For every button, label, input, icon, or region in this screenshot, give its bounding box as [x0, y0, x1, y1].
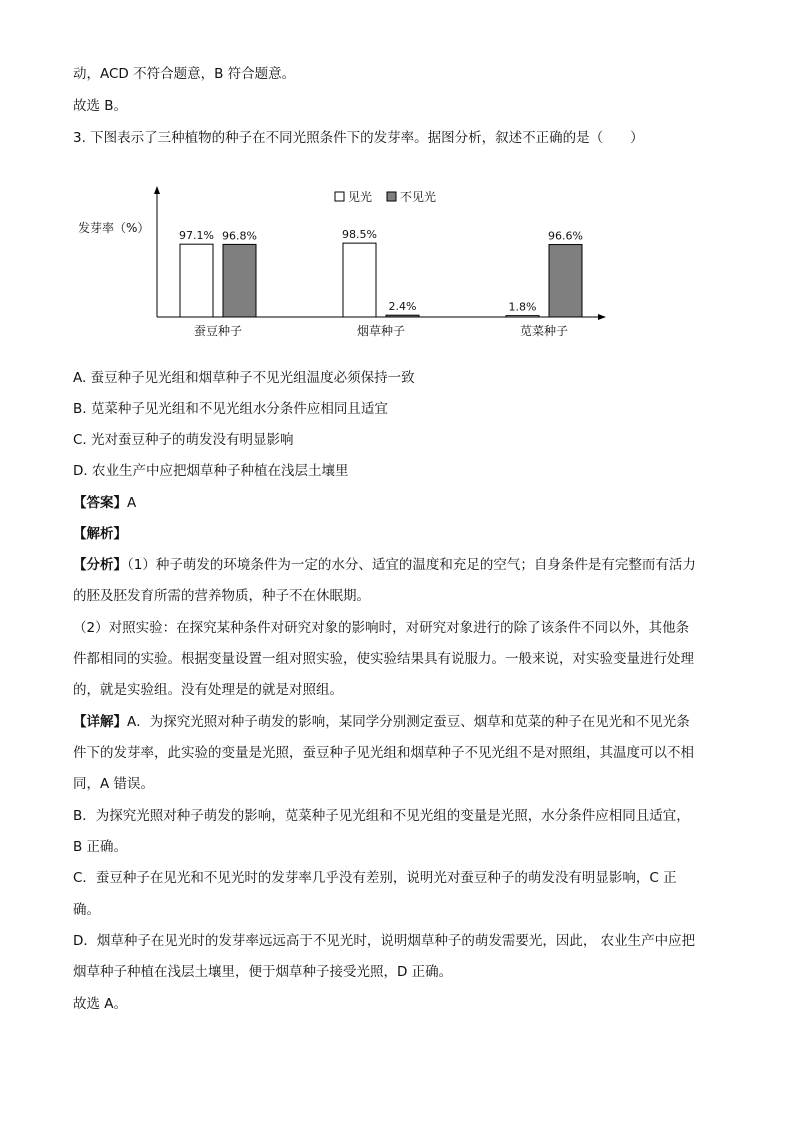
data-label: 96.6% — [548, 229, 583, 243]
text-line: D．烟草种子在见光时的发芽率远远高于不见光时，说明烟草种子的萌发需要光，因此， 农业生产中应把 — [73, 933, 696, 949]
text-line: 件都相同的实验。根据变量设置一组对照实验，使实验结果具有说服力。一般来说，对实验变量进行处理 — [73, 651, 694, 667]
legend-swatch-light — [335, 192, 344, 201]
data-label: 96.8% — [222, 229, 257, 243]
legend-label-dark: 不见光 — [400, 190, 437, 204]
category-label: 蚕豆种子 — [193, 324, 243, 338]
text-line: 的胚及胚发育所需的营养物质，种子不在休眠期。 — [73, 588, 370, 604]
option-c: C. 光对蚕豆种子的萌发没有明显影响 — [73, 432, 294, 448]
fenxi-text: （1）种子萌发的环境条件为一定的水分、适宜的温度和充足的空气；自身条件是有完整而有活力 — [127, 557, 696, 573]
text-line: 故选 A。 — [73, 996, 128, 1012]
fenxi-line — [73, 555, 696, 575]
question-stem: 3. 下图表示了三种植物的种子在不同光照条件下的发芽率。据图分析，叙述不正确的是（ ） — [73, 130, 644, 146]
answer-line — [73, 493, 136, 513]
text-line: （2）对照实验：在探究某种条件对研究对象的影响时，对研究对象进行的除了该条件不同以外，其他条 — [73, 620, 690, 636]
y-axis-label: 发芽率（%） — [78, 221, 150, 235]
data-label: 98.5% — [342, 228, 377, 242]
text-line: 故选 B。 — [73, 98, 128, 114]
bar-dark-0 — [223, 244, 256, 317]
xiangjie-label: 【详解】 — [73, 714, 127, 730]
option-b: B. 苋菜种子见光组和不见光组水分条件应相同且适宜 — [73, 401, 388, 417]
xiangjie-line — [73, 712, 690, 732]
option-d: D. 农业生产中应把烟草种子种植在浅层土壤里 — [73, 463, 349, 479]
category-label: 烟草种子 — [356, 324, 406, 338]
bar-light-1 — [343, 243, 376, 317]
text-line: B 正确。 — [73, 839, 128, 855]
legend-swatch-dark — [387, 192, 396, 201]
data-label: 1.8% — [508, 300, 537, 314]
text-line: 件下的发芽率，此实验的变量是光照，蚕豆种子见光组和烟草种子不见光组不是对照组，其温度可以不相 — [73, 745, 694, 761]
analysis-label: 【解析】 — [73, 526, 127, 542]
data-label: 2.4% — [388, 300, 417, 314]
text-line: 同，A 错误。 — [73, 776, 155, 792]
option-a: A. 蚕豆种子见光组和烟草种子不见光组温度必须保持一致 — [73, 370, 415, 386]
bar-light-0 — [180, 244, 213, 317]
answer-label: 【答案】 — [73, 495, 127, 511]
text-line: B．为探究光照对种子萌发的影响，苋菜种子见光组和不见光组的变量是光照，水分条件应相同且适宜， — [73, 808, 690, 824]
text-line: 确。 — [73, 902, 100, 918]
bar-light-2 — [506, 316, 539, 317]
bar-dark-1 — [386, 315, 419, 317]
text-line: 的，就是实验组。没有处理是的就是对照组。 — [73, 682, 343, 698]
legend-label-light: 见光 — [348, 190, 373, 204]
answer-value: A — [127, 495, 137, 511]
germination-rate-chart — [70, 180, 630, 350]
text-line: C．蚕豆种子在见光和不见光时的发芽率几乎没有差别，说明光对蚕豆种子的萌发没有明显影响，C 正 — [73, 870, 677, 886]
text-line: 烟草种子种植在浅层土壤里，便于烟草种子接受光照，D 正确。 — [73, 964, 453, 980]
text-line: 动，ACD 不符合题意，B 符合题意。 — [73, 66, 296, 82]
y-axis-arrow — [154, 186, 160, 194]
xiangjie-text: A．为探究光照对种子萌发的影响，某同学分别测定蚕豆、烟草和苋菜的种子在见光和不见光条 — [127, 714, 690, 730]
category-label: 苋菜种子 — [519, 324, 569, 338]
data-label: 97.1% — [179, 229, 214, 243]
bar-dark-2 — [549, 245, 582, 317]
fenxi-label: 【分析】 — [73, 557, 127, 573]
x-axis-arrow — [598, 314, 606, 320]
